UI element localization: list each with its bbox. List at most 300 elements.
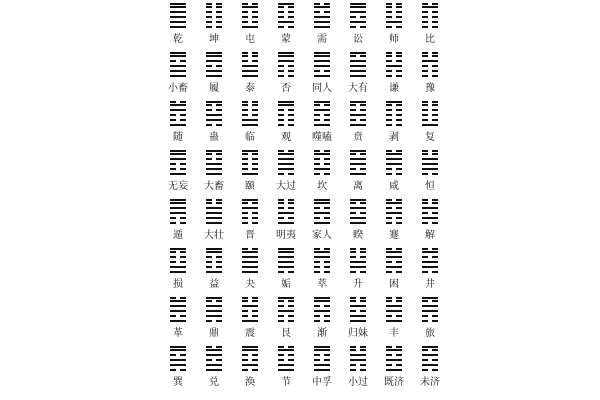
hexagram-cell <box>304 344 340 392</box>
hexagram-cell <box>160 148 196 196</box>
hexagram-label: 革 <box>173 328 183 339</box>
yin-line <box>422 3 438 5</box>
hexagram-cell <box>232 99 268 147</box>
yin-line <box>278 114 294 116</box>
yang-line <box>386 101 402 103</box>
yang-line <box>422 217 438 219</box>
yang-line <box>314 153 330 155</box>
yin-line <box>422 173 438 175</box>
yin-line <box>350 297 366 299</box>
yin-line <box>350 104 366 106</box>
yang-line <box>314 75 330 77</box>
yang-line <box>314 364 330 366</box>
yin-line <box>422 26 438 28</box>
yin-line <box>350 271 366 273</box>
yang-line <box>206 70 222 72</box>
yang-line <box>350 158 366 160</box>
yang-line <box>314 124 330 126</box>
hexagram-cell <box>376 50 412 98</box>
yang-line <box>350 163 366 165</box>
yang-line <box>314 256 330 258</box>
yin-line <box>350 202 366 204</box>
hexagram-symbol <box>422 3 438 28</box>
yin-line <box>242 101 258 103</box>
yang-line <box>170 364 186 366</box>
hexagram-cell <box>376 99 412 147</box>
yang-line <box>386 310 402 312</box>
yang-line <box>170 320 186 322</box>
yin-line <box>422 11 438 13</box>
yin-line <box>242 217 258 219</box>
yang-line <box>422 163 438 165</box>
yin-line <box>314 359 330 361</box>
hexagram-label: 需 <box>317 34 327 45</box>
yin-line <box>386 315 402 317</box>
hexagram-label: 解 <box>425 230 435 241</box>
yang-line <box>242 75 258 77</box>
hexagram-cell <box>232 197 268 245</box>
yang-line <box>350 124 366 126</box>
hexagram-symbol <box>278 150 294 175</box>
yin-line <box>422 199 438 201</box>
yin-line <box>386 261 402 263</box>
hexagram-label: 大壮 <box>204 230 224 241</box>
yin-line <box>314 305 330 307</box>
yin-line <box>422 104 438 106</box>
hexagram-cell <box>412 344 448 392</box>
hexagram-cell <box>340 50 376 98</box>
yang-line <box>170 266 186 268</box>
yang-line <box>170 104 186 106</box>
yang-line <box>170 346 186 348</box>
hexagram-cell <box>304 295 340 343</box>
yang-line <box>422 207 438 209</box>
hexagram-symbol <box>170 101 186 126</box>
hexagram-cell <box>268 99 304 147</box>
yin-line <box>422 349 438 351</box>
yin-line <box>386 26 402 28</box>
yang-line <box>242 124 258 126</box>
hexagram-symbol <box>278 297 294 322</box>
hexagram-symbol <box>314 150 330 175</box>
yang-line <box>314 26 330 28</box>
yang-line <box>350 150 366 152</box>
yin-line <box>206 16 222 18</box>
yang-line <box>206 271 222 273</box>
yin-line <box>206 6 222 8</box>
hexagram-label: 晋 <box>245 230 255 241</box>
yin-line <box>278 150 294 152</box>
yang-line <box>422 346 438 348</box>
yang-line <box>170 3 186 5</box>
hexagram-label: 泰 <box>245 83 255 94</box>
yin-line <box>350 369 366 371</box>
yin-line <box>170 60 186 62</box>
yang-line <box>278 369 294 371</box>
yang-line <box>314 369 330 371</box>
yang-line <box>170 271 186 273</box>
yang-line <box>170 109 186 111</box>
yang-line <box>314 251 330 253</box>
yin-line <box>314 114 330 116</box>
hexagram-cell <box>376 295 412 343</box>
yin-line <box>314 104 330 106</box>
yin-line <box>386 52 402 54</box>
yin-line <box>242 104 258 106</box>
yang-line <box>170 26 186 28</box>
hexagram-symbol <box>206 150 222 175</box>
yang-line <box>350 315 366 317</box>
hexagram-label: 震 <box>245 328 255 339</box>
hexagram-label: 随 <box>173 132 183 143</box>
yang-line <box>314 297 330 299</box>
hexagram-cell <box>340 246 376 294</box>
hexagram-symbol <box>206 52 222 77</box>
yang-line <box>278 168 294 170</box>
yin-line <box>278 6 294 8</box>
yin-line <box>386 124 402 126</box>
yin-line <box>386 271 402 273</box>
yin-line <box>422 212 438 214</box>
hexagram-symbol <box>242 346 258 371</box>
hexagram-symbol <box>422 101 438 126</box>
yang-line <box>170 124 186 126</box>
yang-line <box>242 266 258 268</box>
yang-line <box>278 60 294 62</box>
hexagram-label: 丰 <box>389 328 399 339</box>
hexagram-label: 大有 <box>348 83 368 94</box>
hexagram-symbol <box>206 3 222 28</box>
yin-line <box>278 271 294 273</box>
yin-line <box>350 55 366 57</box>
hexagram-symbol <box>314 346 330 371</box>
hexagram-cell <box>160 295 196 343</box>
yang-line <box>350 207 366 209</box>
yin-line <box>278 359 294 361</box>
yin-line <box>314 354 330 356</box>
hexagram-cell <box>268 50 304 98</box>
yin-line <box>242 300 258 302</box>
yin-line <box>386 70 402 72</box>
hexagram-cell <box>412 197 448 245</box>
yang-line <box>170 153 186 155</box>
yin-line <box>206 11 222 13</box>
hexagram-cell <box>376 344 412 392</box>
yin-line <box>242 16 258 18</box>
hexagram-cell <box>196 1 232 49</box>
yin-line <box>278 199 294 201</box>
yin-line <box>206 153 222 155</box>
hexagram-label: 蹇 <box>389 230 399 241</box>
yin-line <box>350 16 366 18</box>
hexagram-symbol <box>242 248 258 273</box>
yin-line <box>278 305 294 307</box>
yang-line <box>350 60 366 62</box>
yin-line <box>350 26 366 28</box>
yang-line <box>314 55 330 57</box>
yang-line <box>170 65 186 67</box>
yang-line <box>170 305 186 307</box>
yin-line <box>242 158 258 160</box>
yin-line <box>314 266 330 268</box>
hexagram-cell <box>304 197 340 245</box>
hexagram-symbol <box>386 248 402 273</box>
hexagram-symbol <box>278 101 294 126</box>
yang-line <box>206 150 222 152</box>
hexagram-symbol <box>242 52 258 77</box>
yang-line <box>206 119 222 121</box>
hexagram-label: 艮 <box>281 328 291 339</box>
yang-line <box>314 346 330 348</box>
hexagram-symbol <box>278 346 294 371</box>
yin-line <box>350 349 366 351</box>
hexagram-label: 无妄 <box>168 181 188 192</box>
hexagram-cell <box>232 50 268 98</box>
yang-line <box>206 163 222 165</box>
yang-line <box>350 65 366 67</box>
yin-line <box>422 75 438 77</box>
yang-line <box>206 212 222 214</box>
yin-line <box>206 300 222 302</box>
yin-line <box>386 354 402 356</box>
yang-line <box>242 70 258 72</box>
yin-line <box>422 55 438 57</box>
yin-line <box>206 256 222 258</box>
hexagram-symbol <box>314 3 330 28</box>
yang-line <box>314 168 330 170</box>
yang-line <box>170 55 186 57</box>
hexagram-cell <box>376 1 412 49</box>
yin-line <box>386 364 402 366</box>
yang-line <box>242 271 258 273</box>
yin-line <box>422 16 438 18</box>
hexagram-cell <box>232 246 268 294</box>
yang-line <box>242 251 258 253</box>
yang-line <box>170 52 186 54</box>
yin-line <box>386 150 402 152</box>
yang-line <box>242 305 258 307</box>
hexagram-symbol <box>314 297 330 322</box>
hexagram-symbol <box>350 52 366 77</box>
hexagram-cell <box>196 295 232 343</box>
yang-line <box>314 109 330 111</box>
hexagram-cell <box>232 295 268 343</box>
hexagram-label: 益 <box>209 279 219 290</box>
yin-line <box>350 256 366 258</box>
hexagram-label: 恒 <box>425 181 435 192</box>
hexagram-symbol <box>278 248 294 273</box>
yang-line <box>206 310 222 312</box>
yin-line <box>278 315 294 317</box>
yin-line <box>206 266 222 268</box>
yang-line <box>422 354 438 356</box>
yang-line <box>242 173 258 175</box>
hexagram-label: 噬嗑 <box>312 132 332 143</box>
hexagram-symbol <box>170 3 186 28</box>
yin-line <box>170 163 186 165</box>
hexagram-symbol <box>314 52 330 77</box>
yang-line <box>350 52 366 54</box>
yang-line <box>170 248 186 250</box>
yang-line <box>278 55 294 57</box>
hexagram-label: 升 <box>353 279 363 290</box>
hexagram-cell <box>340 344 376 392</box>
hexagram-label: 遁 <box>173 230 183 241</box>
yin-line <box>242 60 258 62</box>
hexagram-symbol <box>422 199 438 224</box>
yang-line <box>242 150 258 152</box>
hexagram-cell <box>412 99 448 147</box>
hexagram-label: 咸 <box>389 181 399 192</box>
yang-line <box>386 163 402 165</box>
yang-line <box>170 199 186 201</box>
hexagram-symbol <box>206 101 222 126</box>
yin-line <box>386 11 402 13</box>
yin-line <box>170 222 186 224</box>
hexagram-symbol <box>278 199 294 224</box>
hexagram-symbol <box>386 150 402 175</box>
yin-line <box>170 251 186 253</box>
hexagram-label: 蛊 <box>209 132 219 143</box>
hexagram-symbol <box>314 248 330 273</box>
yin-line <box>314 158 330 160</box>
hexagram-cell <box>160 50 196 98</box>
yang-line <box>242 65 258 67</box>
yin-line <box>242 109 258 111</box>
yin-line <box>278 70 294 72</box>
yang-line <box>350 75 366 77</box>
yang-line <box>170 173 186 175</box>
yang-line <box>242 346 258 348</box>
hexagram-cell <box>160 197 196 245</box>
yang-line <box>170 11 186 13</box>
yin-line <box>314 207 330 209</box>
yang-line <box>314 52 330 54</box>
yin-line <box>170 256 186 258</box>
yin-line <box>314 119 330 121</box>
yang-line <box>350 3 366 5</box>
hexagram-cell <box>412 1 448 49</box>
hexagram-symbol <box>242 150 258 175</box>
hexagram-label: 渐 <box>317 328 327 339</box>
yin-line <box>242 153 258 155</box>
yang-line <box>350 217 366 219</box>
yang-line <box>314 6 330 8</box>
hexagram-label: 小畜 <box>168 83 188 94</box>
hexagram-label: 明夷 <box>276 230 296 241</box>
yang-line <box>206 222 222 224</box>
hexagram-label: 井 <box>425 279 435 290</box>
yin-line <box>386 55 402 57</box>
yang-line <box>386 256 402 258</box>
yang-line <box>278 153 294 155</box>
hexagram-label: 师 <box>389 34 399 45</box>
hexagram-label: 损 <box>173 279 183 290</box>
yin-line <box>422 315 438 317</box>
yin-line <box>170 217 186 219</box>
yin-line <box>386 3 402 5</box>
yang-line <box>314 300 330 302</box>
yin-line <box>278 109 294 111</box>
hexagram-label: 归妹 <box>348 328 368 339</box>
yin-line <box>170 297 186 299</box>
hexagram-label: 睽 <box>353 230 363 241</box>
yang-line <box>170 6 186 8</box>
hexagram-symbol <box>386 101 402 126</box>
yin-line <box>242 310 258 312</box>
yang-line <box>170 158 186 160</box>
yin-line <box>422 70 438 72</box>
hexagram-symbol <box>206 248 222 273</box>
yang-line <box>278 222 294 224</box>
hexagram-label: 姤 <box>281 279 291 290</box>
yang-line <box>278 104 294 106</box>
hexagram-symbol <box>422 297 438 322</box>
yin-line <box>314 11 330 13</box>
yin-line <box>314 3 330 5</box>
yin-line <box>278 207 294 209</box>
yin-line <box>206 3 222 5</box>
yang-line <box>350 173 366 175</box>
yin-line <box>422 52 438 54</box>
yin-line <box>242 55 258 57</box>
hexagram-label: 旅 <box>425 328 435 339</box>
hexagram-cell <box>412 50 448 98</box>
hexagram-symbol <box>278 52 294 77</box>
hexagram-label: 困 <box>389 279 399 290</box>
hexagram-label: 观 <box>281 132 291 143</box>
yang-line <box>386 305 402 307</box>
yang-line <box>386 369 402 371</box>
hexagram-label: 比 <box>425 34 435 45</box>
yang-line <box>206 168 222 170</box>
yin-line <box>422 119 438 121</box>
yin-line <box>386 207 402 209</box>
yin-line <box>170 354 186 356</box>
yang-line <box>242 6 258 8</box>
hexagram-label: 萃 <box>317 279 327 290</box>
yang-line <box>206 251 222 253</box>
hexagram-cell <box>268 197 304 245</box>
yin-line <box>170 101 186 103</box>
yin-line <box>386 109 402 111</box>
hexagram-symbol <box>170 248 186 273</box>
yang-line <box>206 207 222 209</box>
yang-line <box>278 3 294 5</box>
hexagram-label: 复 <box>425 132 435 143</box>
yin-line <box>278 119 294 121</box>
yin-line <box>242 297 258 299</box>
hexagram-cell <box>232 344 268 392</box>
hexagram-symbol <box>242 101 258 126</box>
yang-line <box>314 310 330 312</box>
yang-line <box>350 6 366 8</box>
yin-line <box>314 320 330 322</box>
yin-line <box>278 173 294 175</box>
yin-line <box>422 359 438 361</box>
yang-line <box>314 202 330 204</box>
yin-line <box>278 11 294 13</box>
hexagram-symbol <box>386 52 402 77</box>
hexagram-symbol <box>350 101 366 126</box>
yang-line <box>350 114 366 116</box>
yin-line <box>242 168 258 170</box>
yang-line <box>350 320 366 322</box>
hexagram-cell <box>376 197 412 245</box>
hexagram-label: 同人 <box>312 83 332 94</box>
yang-line <box>170 310 186 312</box>
yin-line <box>386 168 402 170</box>
